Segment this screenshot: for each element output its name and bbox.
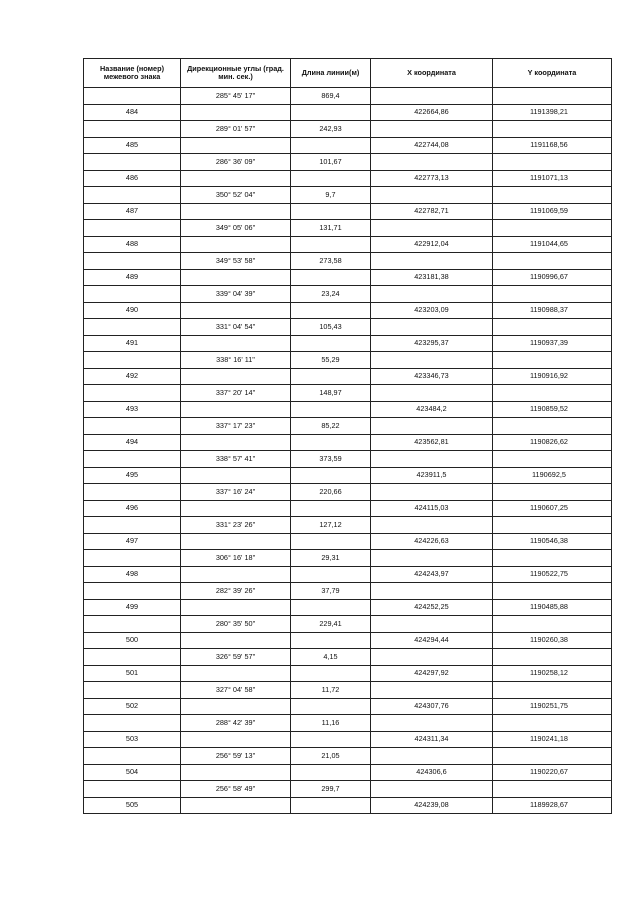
cell-x: 424115,03 xyxy=(371,500,493,517)
cell-x xyxy=(371,649,493,666)
cell-length xyxy=(291,797,371,814)
table-row xyxy=(84,269,612,286)
cell-angle: 285° 45' 17" xyxy=(181,88,291,105)
cell-name xyxy=(84,616,181,633)
cell-name: 500 xyxy=(84,632,181,649)
cell-angle: 338° 57' 41" xyxy=(181,451,291,468)
cell-angle: 339° 04' 39" xyxy=(181,286,291,303)
cell-angle: 326° 59' 57" xyxy=(181,649,291,666)
cell-length xyxy=(291,500,371,517)
cell-angle: 337° 17' 23" xyxy=(181,418,291,435)
cell-name xyxy=(84,286,181,303)
cell-y: 1190220,67 xyxy=(493,764,612,781)
cell-angle xyxy=(181,302,291,319)
cell-name: 499 xyxy=(84,599,181,616)
cell-y: 1191071,13 xyxy=(493,170,612,187)
cell-y: 1190996,67 xyxy=(493,269,612,286)
cell-name xyxy=(84,352,181,369)
cell-x: 422912,04 xyxy=(371,236,493,253)
table-row xyxy=(84,698,612,715)
cell-x: 424243,97 xyxy=(371,566,493,583)
cell-x: 423203,09 xyxy=(371,302,493,319)
table-row xyxy=(84,467,612,484)
cell-x: 424239,08 xyxy=(371,797,493,814)
cell-name xyxy=(84,121,181,138)
table-row xyxy=(84,533,612,550)
cell-length: 23,24 xyxy=(291,286,371,303)
cell-x: 424252,25 xyxy=(371,599,493,616)
cell-angle: 349° 53' 58" xyxy=(181,253,291,270)
cell-length: 220,66 xyxy=(291,484,371,501)
cell-name xyxy=(84,550,181,567)
cell-name: 487 xyxy=(84,203,181,220)
cell-name: 484 xyxy=(84,104,181,121)
cell-x xyxy=(371,682,493,699)
table-row xyxy=(84,500,612,517)
cell-x: 422664,86 xyxy=(371,104,493,121)
cell-length: 9,7 xyxy=(291,187,371,204)
cell-length: 148,97 xyxy=(291,385,371,402)
cell-angle xyxy=(181,566,291,583)
cell-y: 1190485,88 xyxy=(493,599,612,616)
cell-y xyxy=(493,352,612,369)
table-row xyxy=(84,187,612,204)
cell-y xyxy=(493,286,612,303)
cell-angle xyxy=(181,764,291,781)
cell-angle xyxy=(181,203,291,220)
table-row xyxy=(84,352,612,369)
cell-length: 229,41 xyxy=(291,616,371,633)
table-row xyxy=(84,731,612,748)
table-row xyxy=(84,286,612,303)
cell-angle: 280° 35' 50" xyxy=(181,616,291,633)
cell-name: 498 xyxy=(84,566,181,583)
cell-length: 105,43 xyxy=(291,319,371,336)
cell-name: 503 xyxy=(84,731,181,748)
cell-y: 1190607,25 xyxy=(493,500,612,517)
cell-y: 1190546,38 xyxy=(493,533,612,550)
cell-name xyxy=(84,418,181,435)
cell-length: 21,05 xyxy=(291,748,371,765)
cell-length: 4,15 xyxy=(291,649,371,666)
cell-x xyxy=(371,88,493,105)
coordinates-table xyxy=(83,58,612,814)
cell-angle: 331° 04' 54" xyxy=(181,319,291,336)
cell-x xyxy=(371,154,493,171)
cell-length xyxy=(291,632,371,649)
cell-angle xyxy=(181,797,291,814)
cell-angle xyxy=(181,731,291,748)
cell-x: 423346,73 xyxy=(371,368,493,385)
cell-angle: 337° 16' 24" xyxy=(181,484,291,501)
table-row xyxy=(84,385,612,402)
cell-length: 869,4 xyxy=(291,88,371,105)
cell-y xyxy=(493,121,612,138)
table-row xyxy=(84,550,612,567)
cell-angle: 256° 58' 49" xyxy=(181,781,291,798)
table-row xyxy=(84,715,612,732)
table-body xyxy=(84,88,612,814)
cell-length xyxy=(291,764,371,781)
cell-x xyxy=(371,418,493,435)
cell-name xyxy=(84,187,181,204)
table-row xyxy=(84,401,612,418)
cell-length xyxy=(291,599,371,616)
header-name: Название (номер) межевого знака xyxy=(84,59,181,88)
cell-length: 11,16 xyxy=(291,715,371,732)
cell-length: 29,31 xyxy=(291,550,371,567)
cell-length: 55,29 xyxy=(291,352,371,369)
cell-x xyxy=(371,616,493,633)
cell-length xyxy=(291,335,371,352)
cell-length xyxy=(291,698,371,715)
cell-x xyxy=(371,385,493,402)
cell-y: 1190937,39 xyxy=(493,335,612,352)
table-row xyxy=(84,335,612,352)
cell-x: 423484,2 xyxy=(371,401,493,418)
cell-y xyxy=(493,484,612,501)
cell-length xyxy=(291,104,371,121)
cell-name xyxy=(84,583,181,600)
cell-angle: 282° 39' 26" xyxy=(181,583,291,600)
cell-name: 494 xyxy=(84,434,181,451)
cell-angle: 256° 59' 13" xyxy=(181,748,291,765)
cell-y xyxy=(493,385,612,402)
cell-y xyxy=(493,319,612,336)
cell-name: 485 xyxy=(84,137,181,154)
cell-name xyxy=(84,682,181,699)
cell-y xyxy=(493,220,612,237)
cell-x: 423295,37 xyxy=(371,335,493,352)
cell-angle xyxy=(181,401,291,418)
cell-length: 85,22 xyxy=(291,418,371,435)
cell-name xyxy=(84,715,181,732)
cell-angle: 338° 16' 11" xyxy=(181,352,291,369)
cell-x xyxy=(371,517,493,534)
table-row xyxy=(84,154,612,171)
cell-length xyxy=(291,566,371,583)
table-row xyxy=(84,484,612,501)
cell-y xyxy=(493,517,612,534)
cell-y xyxy=(493,187,612,204)
cell-length xyxy=(291,170,371,187)
cell-angle xyxy=(181,104,291,121)
cell-y xyxy=(493,451,612,468)
cell-length xyxy=(291,665,371,682)
table-row xyxy=(84,170,612,187)
cell-y: 1190522,75 xyxy=(493,566,612,583)
cell-name: 489 xyxy=(84,269,181,286)
header-angle: Дирекционные углы (град. мин. сек.) xyxy=(181,59,291,88)
cell-name xyxy=(84,88,181,105)
cell-name: 488 xyxy=(84,236,181,253)
table-row xyxy=(84,748,612,765)
header-x: X координата xyxy=(371,59,493,88)
table-row xyxy=(84,236,612,253)
cell-y: 1191168,56 xyxy=(493,137,612,154)
cell-x: 422773,13 xyxy=(371,170,493,187)
cell-name: 495 xyxy=(84,467,181,484)
cell-name: 496 xyxy=(84,500,181,517)
table-row xyxy=(84,137,612,154)
table-row xyxy=(84,88,612,105)
cell-name xyxy=(84,154,181,171)
cell-length: 373,59 xyxy=(291,451,371,468)
cell-name xyxy=(84,748,181,765)
cell-angle: 337° 20' 14" xyxy=(181,385,291,402)
cell-name: 501 xyxy=(84,665,181,682)
cell-x xyxy=(371,319,493,336)
cell-name xyxy=(84,385,181,402)
cell-name xyxy=(84,451,181,468)
cell-angle xyxy=(181,599,291,616)
cell-name: 486 xyxy=(84,170,181,187)
table-row xyxy=(84,220,612,237)
header-length: Длина линии(м) xyxy=(291,59,371,88)
cell-x: 422782,71 xyxy=(371,203,493,220)
cell-y: 1191398,21 xyxy=(493,104,612,121)
cell-length: 127,12 xyxy=(291,517,371,534)
cell-name: 493 xyxy=(84,401,181,418)
cell-angle xyxy=(181,335,291,352)
cell-length xyxy=(291,269,371,286)
cell-name: 490 xyxy=(84,302,181,319)
cell-angle xyxy=(181,269,291,286)
cell-y: 1191044,65 xyxy=(493,236,612,253)
cell-angle xyxy=(181,170,291,187)
cell-x: 424307,76 xyxy=(371,698,493,715)
cell-y: 1190260,38 xyxy=(493,632,612,649)
cell-angle xyxy=(181,467,291,484)
cell-name: 505 xyxy=(84,797,181,814)
table-row xyxy=(84,434,612,451)
cell-x: 424226,63 xyxy=(371,533,493,550)
cell-x: 424297,92 xyxy=(371,665,493,682)
cell-y: 1191069,59 xyxy=(493,203,612,220)
cell-x xyxy=(371,253,493,270)
cell-angle xyxy=(181,434,291,451)
table-row xyxy=(84,632,612,649)
cell-x xyxy=(371,286,493,303)
table-row xyxy=(84,781,612,798)
cell-angle xyxy=(181,500,291,517)
table-row xyxy=(84,368,612,385)
cell-name: 497 xyxy=(84,533,181,550)
cell-name xyxy=(84,484,181,501)
cell-x: 423911,5 xyxy=(371,467,493,484)
cell-length: 11,72 xyxy=(291,682,371,699)
table-row xyxy=(84,451,612,468)
cell-x: 423562,81 xyxy=(371,434,493,451)
cell-y xyxy=(493,154,612,171)
table-row xyxy=(84,649,612,666)
cell-y: 1190251,75 xyxy=(493,698,612,715)
cell-y: 1190859,52 xyxy=(493,401,612,418)
cell-x: 424311,34 xyxy=(371,731,493,748)
table-row xyxy=(84,665,612,682)
cell-angle xyxy=(181,137,291,154)
cell-x xyxy=(371,550,493,567)
cell-length xyxy=(291,533,371,550)
cell-y xyxy=(493,616,612,633)
cell-x xyxy=(371,220,493,237)
table-row xyxy=(84,104,612,121)
cell-y xyxy=(493,748,612,765)
cell-y: 1190988,37 xyxy=(493,302,612,319)
cell-length: 37,79 xyxy=(291,583,371,600)
cell-angle: 288° 42' 39" xyxy=(181,715,291,732)
cell-y xyxy=(493,682,612,699)
cell-length: 273,58 xyxy=(291,253,371,270)
cell-y xyxy=(493,583,612,600)
cell-angle: 327° 04' 58" xyxy=(181,682,291,699)
cell-length xyxy=(291,401,371,418)
cell-length xyxy=(291,368,371,385)
table-row xyxy=(84,764,612,781)
cell-y xyxy=(493,550,612,567)
table-row xyxy=(84,319,612,336)
cell-y: 1189928,67 xyxy=(493,797,612,814)
cell-y: 1190692,5 xyxy=(493,467,612,484)
cell-angle: 349° 05' 06" xyxy=(181,220,291,237)
cell-name: 491 xyxy=(84,335,181,352)
cell-length: 131,71 xyxy=(291,220,371,237)
cell-name: 502 xyxy=(84,698,181,715)
cell-y xyxy=(493,253,612,270)
cell-angle xyxy=(181,368,291,385)
cell-x xyxy=(371,583,493,600)
cell-x xyxy=(371,715,493,732)
table-row xyxy=(84,682,612,699)
cell-name xyxy=(84,319,181,336)
cell-name xyxy=(84,253,181,270)
table-row xyxy=(84,566,612,583)
cell-x xyxy=(371,352,493,369)
cell-y xyxy=(493,649,612,666)
cell-name: 492 xyxy=(84,368,181,385)
cell-length xyxy=(291,203,371,220)
cell-angle: 306° 16' 18" xyxy=(181,550,291,567)
table-row xyxy=(84,599,612,616)
cell-length xyxy=(291,236,371,253)
table-header-row xyxy=(84,59,612,88)
table-row xyxy=(84,418,612,435)
cell-length xyxy=(291,137,371,154)
cell-length xyxy=(291,731,371,748)
cell-angle xyxy=(181,632,291,649)
table-row xyxy=(84,797,612,814)
cell-x xyxy=(371,484,493,501)
cell-x: 424294,44 xyxy=(371,632,493,649)
header-y: Y координата xyxy=(493,59,612,88)
cell-y: 1190258,12 xyxy=(493,665,612,682)
cell-name xyxy=(84,649,181,666)
cell-y: 1190916,92 xyxy=(493,368,612,385)
cell-length xyxy=(291,434,371,451)
cell-y xyxy=(493,715,612,732)
table-row xyxy=(84,616,612,633)
cell-angle: 286° 36' 09" xyxy=(181,154,291,171)
cell-y xyxy=(493,781,612,798)
cell-length: 299,7 xyxy=(291,781,371,798)
cell-name xyxy=(84,517,181,534)
table-row xyxy=(84,203,612,220)
table-row xyxy=(84,121,612,138)
cell-name xyxy=(84,781,181,798)
table-row xyxy=(84,253,612,270)
cell-x xyxy=(371,187,493,204)
cell-y xyxy=(493,418,612,435)
cell-x: 424306,6 xyxy=(371,764,493,781)
cell-length xyxy=(291,467,371,484)
table-row xyxy=(84,302,612,319)
cell-angle: 289° 01' 57" xyxy=(181,121,291,138)
cell-x xyxy=(371,781,493,798)
cell-y xyxy=(493,88,612,105)
table-row xyxy=(84,517,612,534)
cell-angle xyxy=(181,698,291,715)
cell-x: 423181,38 xyxy=(371,269,493,286)
cell-angle: 350° 52' 04" xyxy=(181,187,291,204)
cell-angle xyxy=(181,236,291,253)
cell-x: 422744,08 xyxy=(371,137,493,154)
cell-length xyxy=(291,302,371,319)
cell-name: 504 xyxy=(84,764,181,781)
cell-length: 101,67 xyxy=(291,154,371,171)
cell-y: 1190241,18 xyxy=(493,731,612,748)
cell-x xyxy=(371,451,493,468)
table-row xyxy=(84,583,612,600)
cell-name xyxy=(84,220,181,237)
cell-x xyxy=(371,748,493,765)
cell-length: 242,93 xyxy=(291,121,371,138)
cell-y: 1190826,62 xyxy=(493,434,612,451)
cell-angle xyxy=(181,665,291,682)
cell-x xyxy=(371,121,493,138)
cell-angle: 331° 23' 26" xyxy=(181,517,291,534)
cell-angle xyxy=(181,533,291,550)
